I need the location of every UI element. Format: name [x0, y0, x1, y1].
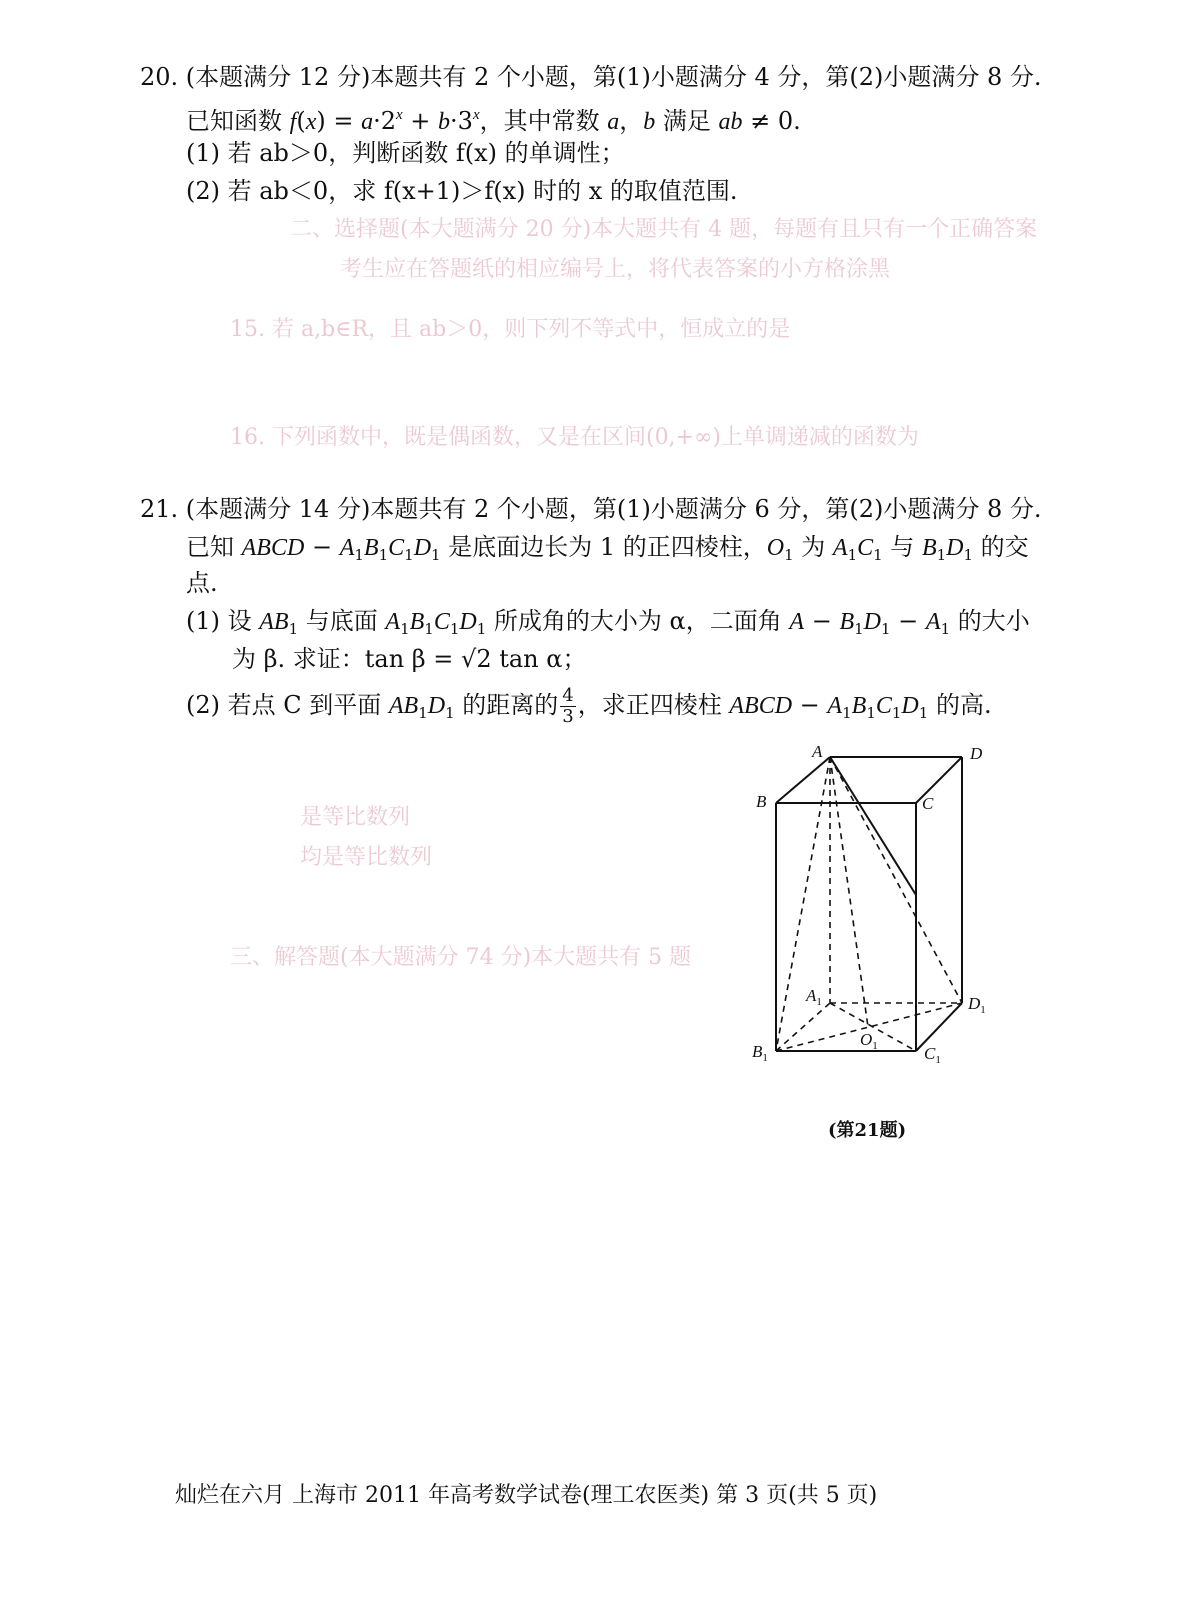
label-D1: $D_1$	[968, 994, 986, 1016]
bleed-through-text: 是等比数列	[300, 805, 411, 830]
q21-part1-cont: 为 β. 求证：tan β = √2 tan α；	[232, 645, 587, 673]
q20-part1: (1) 若 ab＞0，判断函数 f(x) 的单调性；	[186, 139, 625, 167]
bleed-through-text: 15. 若 a,b∈R，且 ab＞0，则下列不等式中，恒成立的是	[230, 317, 791, 342]
label-B: B	[756, 792, 767, 811]
q21-stem-line1: 已知 ABCD − $A_1B_1C_1D_1$ 是底面边长为 1 的正四棱柱，$O_1$ 为 $A_1C_1$ 与 $B_1D_1$ 的交	[186, 533, 1029, 564]
q21-part2: (2) 若点 C 到平面 $AB_1D_1$ 的距离的 $\frac{4}{3}$ ，求正四棱柱 ABCD − $A_1B_1C_1D_1$ 的高.	[186, 685, 992, 727]
q20-stem: 已知函数 $f(x) = a\cdot 2^x + b\cdot 3^x$，其中常数 a，b 满足 ab ≠ 0.	[186, 107, 801, 135]
label-O1: $O_1$	[860, 1030, 878, 1052]
q20-stem-c: 满足	[655, 107, 719, 135]
q20-part2: (2) 若 ab＜0，求 f(x+1)＞f(x) 时的 x 的取值范围.	[186, 177, 738, 205]
bleed-through-text: 三、解答题(本大题满分 74 分)本大题共有 5 题	[230, 945, 692, 970]
label-C1: $C_1$	[924, 1044, 941, 1066]
q21-header: 21. (本题满分 14 分)本题共有 2 个小题，第(1)小题满分 6 分，第(2)小题满分 8 分.	[140, 495, 1042, 523]
figure-caption: (第21题)	[828, 1120, 907, 1141]
fraction-4-3: $\frac{4}{3}$	[562, 685, 574, 727]
q20-function-formula: f	[289, 109, 297, 135]
label-B1: $B_1$	[752, 1042, 768, 1064]
label-C: C	[922, 794, 934, 813]
bleed-through-text: 考生应在答题纸的相应编号上，将代表答案的小方格涂黑	[340, 257, 891, 282]
label-A1: $A_1$	[806, 986, 822, 1008]
bleed-through-text: 16. 下列函数中，既是偶函数，又是在区间(0,+∞)上单调递减的函数为	[230, 425, 919, 450]
prism-figure	[740, 745, 1000, 1075]
label-A: A	[812, 745, 823, 761]
q20-header: 20. (本题满分 12 分)本题共有 2 个小题，第(1)小题满分 4 分，第(2)小题满分 8 分.	[140, 63, 1042, 91]
q21-part1: (1) 设 $AB_1$ 与底面 $A_1B_1C_1D_1$ 所成角的大小为 α，二面角 $A - B_1D_1 - A_1$ 的大小	[186, 607, 1030, 638]
page-footer: 灿烂在六月 上海市 2011 年高考数学试卷(理工农医类) 第 3 页(共 5 页)	[175, 1483, 878, 1508]
q20-stem-b: ，其中常数	[479, 107, 608, 135]
label-D: D	[970, 745, 983, 763]
bleed-through-text: 均是等比数列	[300, 845, 433, 870]
q21-stem-line2: 点.	[186, 569, 218, 597]
q20-stem-a: 已知函数	[186, 107, 290, 135]
bleed-through-text: 二、选择题(本大题满分 20 分)本大题共有 4 题，每题有且只有一个正确答案	[290, 217, 1038, 242]
